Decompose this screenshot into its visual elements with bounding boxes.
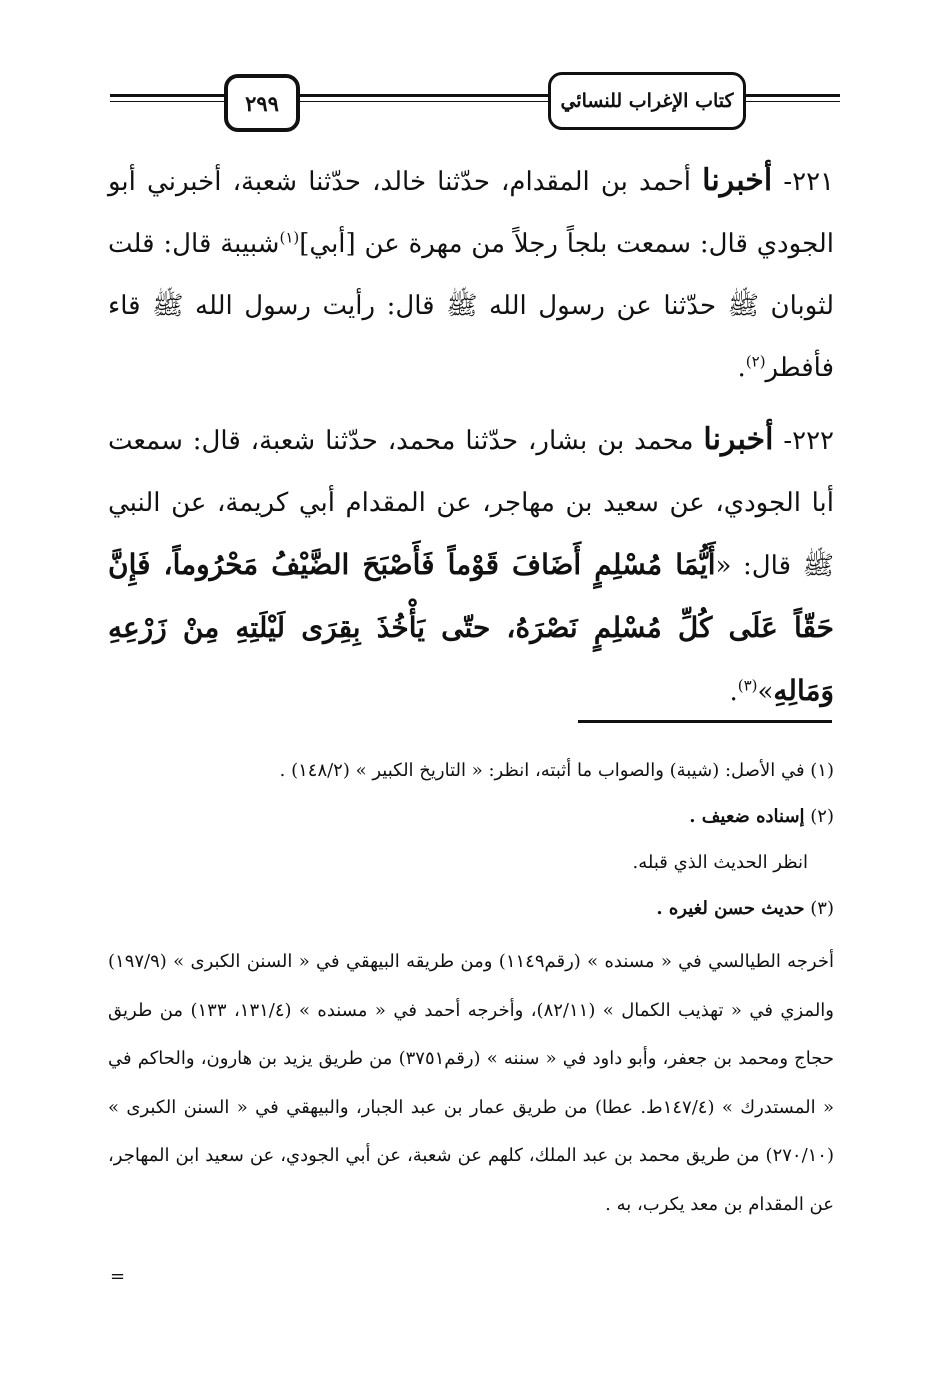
hadith-number: ٢٢٢- xyxy=(783,426,835,456)
continuation-mark: = xyxy=(110,1266,126,1287)
hadith-222 xyxy=(108,409,834,723)
footnote-3 xyxy=(108,886,834,932)
footnote-2-label: (٢) xyxy=(810,806,834,827)
hadith-isnad: محمد بن بشار، حدّثنا محمد، حدّثنا شعبة، قال: سمعت أبا الجودي، عن سعيد بن مهاجر، عن المقدام أبي كريمة، عن النبي ﷺ قال: « xyxy=(108,426,834,581)
book-title: كتاب الإغراب للنسائي xyxy=(548,72,746,130)
hadith-matn: أَيُّمَا مُسْلِمٍ أَضَافَ قَوْماً فَأَصْبَحَ الضَّيْفُ مَحْرُوماً، فَإِنَّ حَقّاً عَلَى كُلِّ مُسْلِمٍ نَصْرَهُ، حتّى يَأْخُذَ بِقِرَى لَيْلَتِهِ مِنْ زَرْعِهِ وَمَالِهِ xyxy=(108,548,834,707)
hadith-number: ٢٢١- xyxy=(783,167,835,197)
footnote-2-verdict: إسناده ضعيف . xyxy=(689,806,805,827)
hadith-end: . xyxy=(729,677,738,707)
hadith-isnad: أحمد بن المقدام، حدّثنا خالد، حدّثنا شعبة، أخبرني أبو الجودي قال: سمعت بلجاً رجلاً من مهرة عن [أبي] xyxy=(108,167,834,259)
footnote-3-label: (٣) xyxy=(810,898,834,919)
hadith-opening: أخبرنا xyxy=(703,422,774,457)
hadith-end: . xyxy=(737,353,746,383)
hadith-221 xyxy=(108,150,834,399)
footnote-2 xyxy=(108,794,834,840)
footnote-3-verdict: حديث حسن لغيره . xyxy=(656,898,805,919)
main-text xyxy=(108,150,834,733)
hadith-isnad-cont: شبيبة قال: قلت لثوبان ﷺ حدّثنا عن رسول الله ﷺ قال: رأيت رسول الله ﷺ قاء فأفطر xyxy=(108,229,834,383)
page-header xyxy=(110,68,840,132)
footnote-1: (١) في الأصل: (شيبة) والصواب ما أثبته، انظر: « التاريخ الكبير » (١٤٨/٢) . xyxy=(279,760,834,781)
hadith-quote-close: » xyxy=(757,677,774,707)
footnote-separator xyxy=(578,720,832,723)
footnote-ref-1: (١) xyxy=(279,228,300,247)
footnote-ref-2: (٢) xyxy=(745,352,766,371)
page-number: ٢٩٩ xyxy=(224,74,300,132)
footnote-3-takhrij: أخرجه الطيالسي في « مسنده » (رقم١١٤٩) ومن طريقه البيهقي في « السنن الكبرى » (١٩٧/٩) والمزي في « تهذيب الكمال » (٨٢/١١)، وأخرجه أحمد في « مسنده » (١٣١/٤، ١٣٣) من طريق حجاج ومحمد بن جعفر، وأبو داود في « سننه » (رقم٣٧٥١) من طريق يزيد بن هارون، والحاكم في « المستدرك » (١٤٧/٤ط. عطا) من طريق عمار بن عبد الجبار، والبيهقي في « السنن الكبرى » (٢٧٠/١٠) من طريق محمد بن عبد الملك، كلهم عن شعبة، عن أبي الجودي، عن سعيد ابن المهاجر، عن المقدام بن معد يكرب، به . xyxy=(108,951,835,1215)
footnote-2-note: انظر الحديث الذي قبله. xyxy=(632,852,808,873)
footnote-ref-3: (٣) xyxy=(737,676,758,695)
footnotes xyxy=(108,748,834,1229)
hadith-opening: أخبرنا xyxy=(702,163,773,198)
